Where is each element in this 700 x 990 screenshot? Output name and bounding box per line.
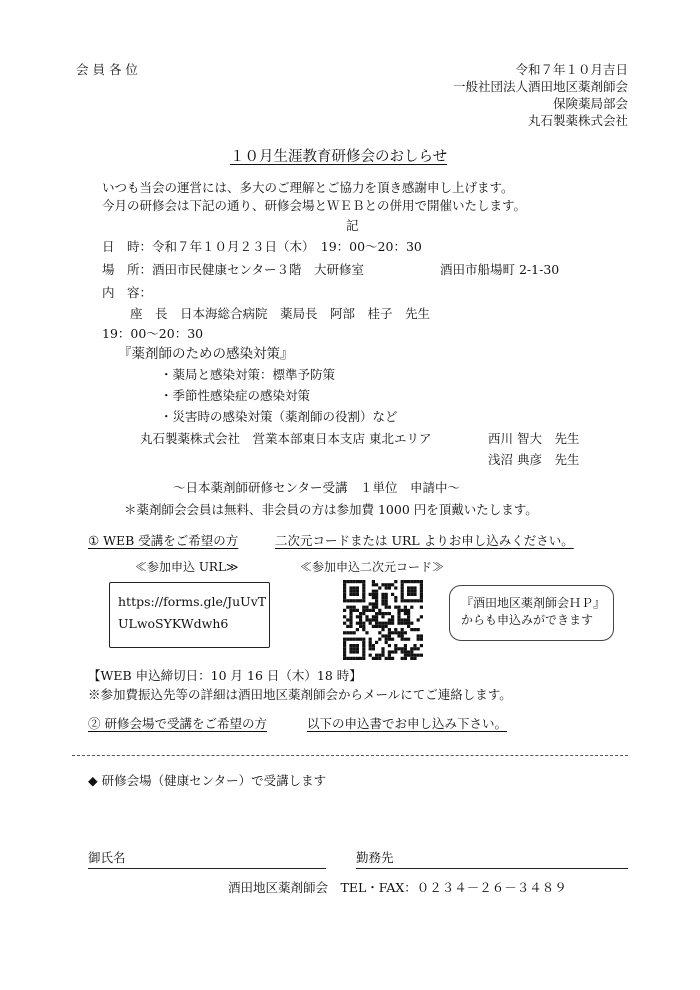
lecture-title: 『薬剤師のための感染対策』 [118,346,294,362]
sender-org-2: 保険薬局部会 [552,96,628,111]
hp-note-line-2: からも申込みができます [461,613,594,627]
credit-notice: ～日本薬剤師研修センター受講 １単位 申請中～ [173,480,461,495]
chairperson: 座 長 日本海総合病院 薬局長 阿部 桂子 先生 [130,306,431,321]
topic-item: ・薬局と感染対策：標準予防策 [160,367,336,382]
sender-org-3: 丸石製薬株式会社 [527,113,628,128]
url-label: ≪参加申込 URL≫ [135,560,239,574]
venue-heading: ② 研修会場で受講をご希望の方 [88,716,267,731]
speaker-1: 西川 智大 先生 [488,431,580,446]
url-box [109,582,270,648]
web-deadline: 【WEB 申込締切日：10 月 16 日（木）18 時】 [88,668,362,683]
topic-item: ・季節性感染症の感染対策 [160,388,311,403]
cut-line [72,755,628,756]
signup-url[interactable]: https://forms.gle/JuUvT [118,594,267,609]
workplace-label: 勤務先 [356,850,394,865]
issue-date: 令和７年１０月吉日 [515,62,628,77]
workplace-field[interactable] [356,868,628,869]
web-heading: ① WEB 受講をご希望の方 [88,533,239,548]
signup-url[interactable]: ULwoSYKWdwh6 [118,616,229,631]
venue-instruction: 以下の申込書でお申し込み下さい。 [307,716,508,731]
page-title: １０月生涯教育研修会のおしらせ [230,149,448,165]
topic-item: ・災害時の感染対策（薬剤師の役割）など [160,409,398,424]
content-label: 内 容： [102,285,153,300]
qr-code-icon[interactable] [343,580,423,660]
speaker-2: 浅沼 典彦 先生 [488,452,580,467]
event-date: 日 時：令和７年１０月２３日（木） 19：00～20：30 [102,239,422,254]
event-place: 場 所：酒田市民健康センター３階 大研修室 [102,262,365,277]
ki-mark: 記 [346,218,359,233]
intro-line-2: 今月の研修会は下記の通り、研修会場とＷＥＢとの併用で開催いたします。 [102,198,527,213]
name-field[interactable] [88,868,326,869]
web-instruction: 二次元コードまたは URL よりお申し込みください。 [275,533,574,548]
payment-note: ※参加費振込先等の詳細は酒田地区薬剤師会からメールにてご連絡します。 [88,687,512,702]
sender-org-1: 一般社団法人酒田地区薬剤師会 [452,79,628,94]
name-label: 御氏名 [88,850,126,865]
venue-checkbox-label[interactable]: ◆ 研修会場（健康センター）で受講します [88,773,327,788]
fee-notice: ＊薬剤師会会員は無料、非会員の方は参加費 1000 円を頂戴いたします。 [124,502,538,517]
event-address: 酒田市船場町 2-1-30 [440,262,560,277]
qr-label: ≪参加申込二次元コード≫ [300,560,445,574]
addressee: 会 員 各 位 [76,62,138,77]
speaker-org: 丸石製薬株式会社 営業本部東日本支店 東北エリア [140,431,432,446]
hp-note-line-1: 『酒田地区薬剤師会ＨＰ』 [461,596,606,610]
contact-footer: 酒田地区薬剤師会 TEL・FAX：０２３４－２６－３４８９ [228,880,567,895]
intro-line-1: いつも当会の運営には、多大のご理解とご協力を頂き感謝申し上げます。 [102,180,514,195]
lecture-time: 19：00～20：30 [102,326,204,341]
